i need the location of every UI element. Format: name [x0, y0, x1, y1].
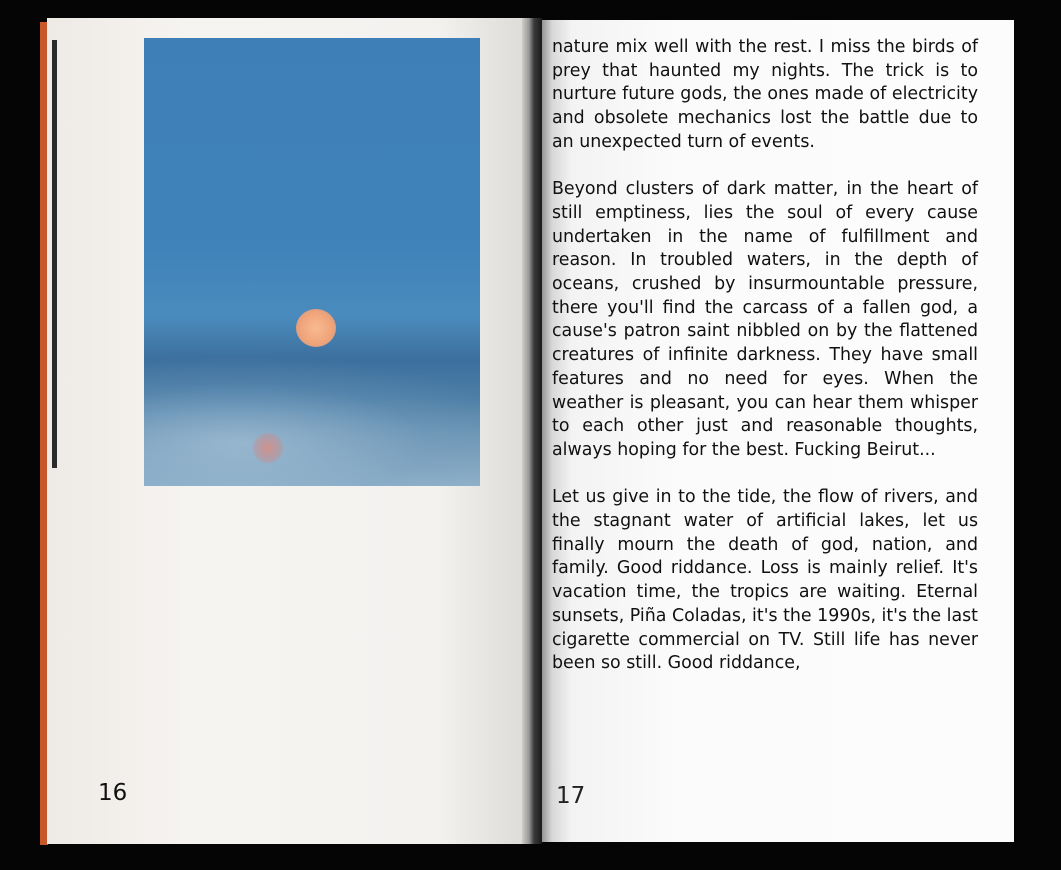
moon-photo-icon: [144, 38, 480, 486]
left-page-shadow: [52, 40, 57, 468]
paragraph-3: Let us give in to the tide, the flow of rivers, and the stagnant water of artificial lakes, let us finally mourn the death of god, nation, and family. Good riddance. Loss is mainly relief. It's vacation time, the tropics are waiting. Eternal sunsets, Piña Coladas, it's the 1990s, it's the last cigarette commercial on TV. Still life has never been so still. Good riddance,: [552, 487, 978, 674]
body-text: [552, 36, 978, 700]
paragraph-1: nature mix well with the rest. I miss the birds of prey that haunted my nights. The trick is to nurture future gods, the ones made of electricity and obsolete mechanics lost the battle due to an unexpected turn of events.: [552, 37, 978, 152]
paragraph-2: Beyond clusters of dark matter, in the heart of still emptiness, lies the soul of every cause undertaken in the name of fulfillment and reason. In troubled waters, in the depth of oceans, crushed by insurmountable pressure, there you'll find the carcass of a fallen god, a cause's patron saint nibbled on by the flattened creatures of infinite darkness. They have small features and no need for eyes. When the weather is pleasant, you can hear them whisper to each other just and reasonable thoughts, always hoping for the best. Fucking Beirut...: [552, 179, 978, 460]
moon-icon: [296, 309, 336, 347]
moon-reflection-icon: [253, 433, 283, 463]
photo-haze: [144, 358, 480, 486]
page-number-left: 16: [98, 780, 128, 806]
page-number-right: 17: [556, 783, 586, 809]
book-gutter: [522, 18, 542, 844]
